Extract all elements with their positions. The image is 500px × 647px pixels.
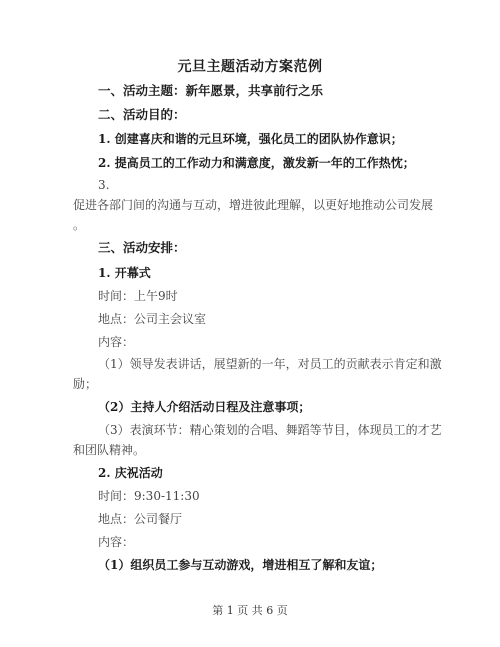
purpose-item-1: 1. 创建喜庆和谐的元旦环境，强化员工的团队协作意识； [98,132,403,146]
activity-schedule-heading: 三、活动安排： [98,240,186,255]
opening-location: 地点：公司主会议室 [98,312,207,326]
opening-ceremony-heading: 1. 开幕式 [98,266,151,280]
purpose-item-3-end: 。 [73,218,86,232]
opening-content-1: （1）领导发表讲话，展望新的一年，对员工的贡献表示肯定和激 [98,357,442,371]
opening-content-3-end: 和团队精神。 [73,443,146,457]
opening-content-1-end: 励； [73,377,98,391]
celebration-content-1: （1）组织员工参与互动游戏，增进相互了解和友谊； [98,558,383,572]
opening-time: 时间：上午9时 [98,289,178,303]
celebration-time: 时间：9:30-11:30 [98,489,200,503]
celebration-heading: 2. 庆祝活动 [98,466,163,480]
opening-content-3: （3）表演环节：精心策划的合唱、舞蹈等节目，体现员工的才艺 [98,423,442,437]
document-title: 元旦主题活动方案范例 [177,59,323,75]
celebration-content-label: 内容： [98,535,135,549]
purpose-item-2: 2. 提高员工的工作动力和满意度，激发新一年的工作热忱； [98,156,415,170]
purpose-item-3-number: 3. [98,178,110,192]
opening-content-2: （2）主持人介绍活动日程及注意事项； [98,400,311,414]
purpose-item-3-text: 促进各部门间的沟通与互动，增进彼此理解，以更好地推动公司发展 [73,198,434,212]
celebration-location: 地点：公司餐厅 [98,512,183,526]
activity-purpose-heading: 二、活动目的： [98,107,186,122]
activity-theme-heading: 一、活动主题：新年愿景，共享前行之乐 [98,83,324,98]
page-footer: 第 1 页 共 6 页 [212,604,288,617]
opening-content-label: 内容： [98,335,135,349]
